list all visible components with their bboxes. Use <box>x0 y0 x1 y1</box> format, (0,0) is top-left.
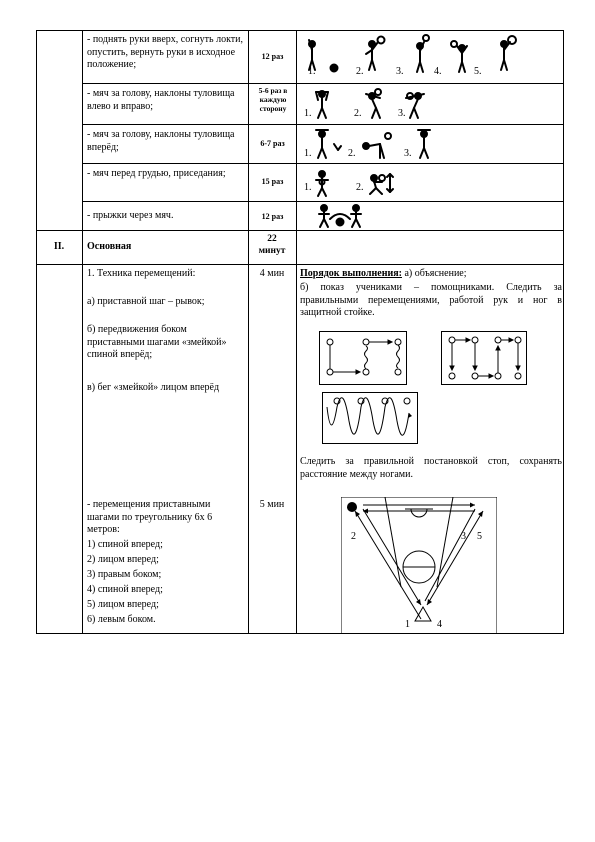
diagram-snake-run <box>322 392 418 444</box>
exercise-figure <box>300 34 560 82</box>
row-divider <box>36 230 564 231</box>
dose-text: 12 раз <box>261 212 284 221</box>
figure-label: 3. <box>404 148 412 159</box>
dose-text: 6-7 раз <box>260 139 285 148</box>
court-diagram <box>341 497 497 633</box>
figure-label: 5. <box>474 66 482 77</box>
technique-item: б) передвижения боком приставными шагами «змейкой» спиной вперёд; <box>87 324 227 360</box>
time-triangle: 5 мин <box>259 499 285 510</box>
table-border-right <box>563 30 564 634</box>
figure-label: 2. <box>354 108 362 119</box>
exercise-text: - мяч за голову, наклоны туловища влево и вправо; <box>87 88 235 112</box>
figure-label: 1. <box>304 148 312 159</box>
triangle-item: 3) правым боком; <box>87 569 162 580</box>
figure-label: 3. <box>398 108 406 119</box>
exercise-figure <box>300 86 560 122</box>
triangle-intro: - перемещения приставными шагами по треугольнику 6х 6 метров: <box>87 499 213 535</box>
figure-label: 1. <box>304 182 312 193</box>
table-border-top <box>36 30 564 31</box>
figure-label: 2. <box>348 148 356 159</box>
section-time: 22 минут <box>258 234 286 256</box>
technique-title: 1. Техника перемещений: <box>87 268 196 279</box>
court-label: 3 <box>461 531 466 542</box>
row-divider <box>82 163 564 164</box>
triangle-item: 4) спиной вперед; <box>87 584 163 595</box>
triangle-item: 1) спиной вперед; <box>87 539 163 550</box>
exercise-text: - мяч перед грудью, приседания; <box>87 168 226 179</box>
court-label: 4 <box>437 619 442 630</box>
table-border-left <box>36 30 37 634</box>
row-divider <box>36 264 564 265</box>
section-title: Основная <box>87 241 132 252</box>
exercise-text: - мяч за голову, наклоны туловища вперёд; <box>87 129 235 153</box>
triangle-item: 5) лицом вперед; <box>87 599 159 610</box>
triangle-item: 6) левым боком. <box>87 614 156 625</box>
row-divider <box>82 124 564 125</box>
table-border-bottom <box>36 633 564 634</box>
diagram-side-snake <box>441 331 527 385</box>
col-divider-2 <box>248 30 249 634</box>
exercise-figure <box>300 166 560 200</box>
diagram-shuffle-step <box>319 331 407 385</box>
figure-label: 1. <box>304 108 312 119</box>
dose-text: 12 раз <box>261 52 284 61</box>
figure-label: 2. <box>356 66 364 77</box>
court-label: 5 <box>477 531 482 542</box>
exercise-figure <box>300 126 560 162</box>
technique-item: в) бег «змейкой» лицом вперёд <box>87 382 220 393</box>
exercise-text: - поднять руки вверх, согнуть локти, опустить, вернуть руки в исходное положение; <box>87 34 244 70</box>
figure-label: 1. <box>308 66 316 77</box>
technique-item: а) приставной шаг – рывок; <box>87 296 205 307</box>
figure-label: 4. <box>434 66 442 77</box>
dose-text: 15 раз <box>261 177 284 186</box>
time-technique: 4 мин <box>259 268 285 279</box>
order-demo-text: б) показ учениками – помощниками. Следить за правильными перемещениями, работой рук и ног в защитной стойке. <box>300 282 562 318</box>
figure-label: 3. <box>396 66 404 77</box>
figure-label: 2. <box>356 182 364 193</box>
dose-text: 5-6 раз в каждую сторону <box>258 86 288 113</box>
row-divider <box>82 83 564 84</box>
exercise-text: - прыжки через мяч. <box>87 210 174 221</box>
order-label: Порядок выполнения: <box>300 268 402 279</box>
feet-note: Следить за правильной постановкой стоп, сохранять расстояние между ногами. <box>300 456 562 480</box>
court-label: 1 <box>405 619 410 630</box>
exercise-figure <box>300 203 560 229</box>
col-divider-3 <box>296 30 297 634</box>
triangle-item: 2) лицом вперед; <box>87 554 159 565</box>
section-number: II. <box>53 241 65 252</box>
row-divider <box>82 201 564 202</box>
order-text <box>300 268 560 281</box>
order-rest: а) объяснение; <box>401 268 467 279</box>
court-label: 2 <box>351 531 356 542</box>
col-divider-1 <box>82 30 83 634</box>
